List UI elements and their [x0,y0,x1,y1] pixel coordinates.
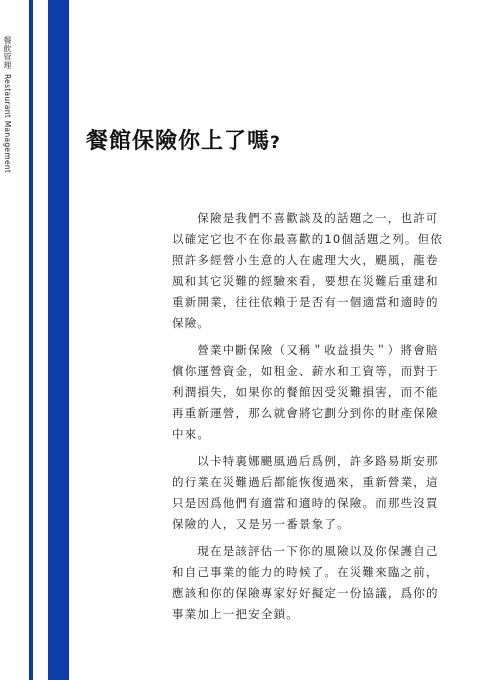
article-title-text: 餐館保險你上了嗎 [86,129,271,154]
paragraph: 營業中斷保險（又稱＂收益損失＂）將會賠償你運營資金，如租金、薪水和工資等，而對于利潤損失，如果你的餐館因受災難損害，而不能再重新運營，那么就會將它劃分到你的財產保險中來。 [172,343,439,441]
paragraph: 現在是該評估一下你的風險以及你保護自己和自己事業的能力的時候了。在災難來臨之前，應該和你的保險專家好好擬定一份協議，爲你的事業加上一把安全鎖。 [172,544,439,621]
paragraph: 以卡特裏娜颶風過后爲例，許多路易斯安那的行業在災難過后都能恢復過來，重新營業，這只是因爲他們有適當和適時的保險。而那些沒買保險的人，又是另一番景象了。 [172,454,439,531]
accent-bar-thin [29,0,33,680]
section-label-zh: 餐飲管理 [3,36,12,70]
article-title [86,124,281,155]
article-title-mark: ? [270,133,281,153]
accent-bar-wide [48,0,69,680]
section-label-en: Restaurant Management [3,74,12,174]
paragraph: 保險是我們不喜歡談及的話題之一，也許可以確定它也不在你最喜歡的10個話題之列。但依照許多經營小生意的人在處理大火，颶風，龍卷風和其它災難的經驗來看，要想在災難后重建和重新開業，往往依賴于是否有一個適當和適時的保險。 [172,211,444,330]
section-label [2,36,13,173]
article-body [172,208,450,631]
